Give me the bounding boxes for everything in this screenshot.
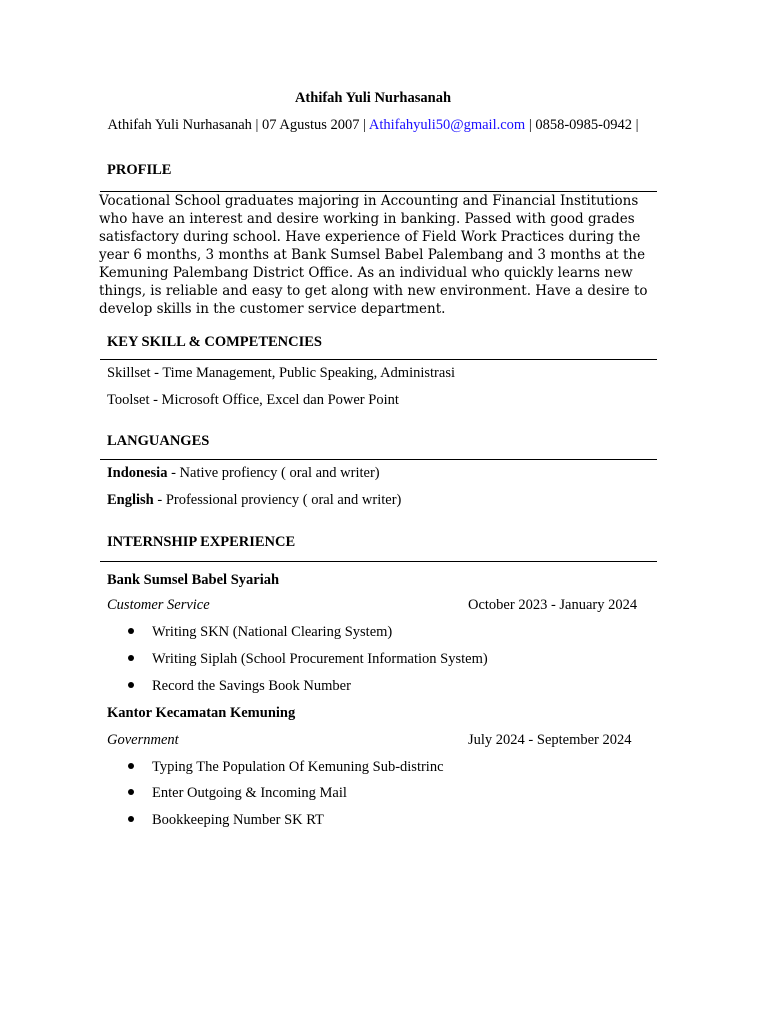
task-item: Writing Siplah (School Procurement Information System) <box>152 651 488 667</box>
contact-phone: | 0858-0985-0942 | <box>528 117 639 133</box>
task-item: Bookkeeping Number SK RT <box>152 812 324 828</box>
bullet-icon <box>128 763 134 769</box>
internship-heading: INTERNSHIP EXPERIENCE <box>107 534 296 550</box>
job-role: Government <box>107 732 179 748</box>
contact-details: Athifah Yuli Nurhasanah | 07 Agustus 2007 | <box>107 117 369 133</box>
bullet-icon <box>128 682 134 688</box>
task-item: Enter Outgoing & Incoming Mail <box>152 785 347 801</box>
resume-name: Athifah Yuli Nurhasanah <box>294 90 452 106</box>
profile-heading: PROFILE <box>107 162 172 178</box>
language-item <box>107 491 401 509</box>
bullet-icon <box>128 789 134 795</box>
job-role: Customer Service <box>107 597 210 613</box>
skills-divider <box>100 359 657 360</box>
profile-text: Vocational School graduates majoring in Accounting and Financial Institutions who have an interest and desire working in banking. Passed with good grades satisfactory during school. Have experience of Field Work Practices during the year 6 months, 3 months at Bank Sumsel Babel Palembang and 3 months at the Kemuning Palembang District Office. As an individual who quickly learns new things, is reliable and easy to get along with new environment. Have a desire to develop skills in the customer service department. <box>99 193 648 317</box>
internship-divider <box>100 561 657 562</box>
language-detail: - Professional proviency ( oral and writer) <box>153 492 402 508</box>
skills-heading: KEY SKILL & COMPETENCIES <box>107 334 322 350</box>
company-name: Kantor Kecamatan Kemuning <box>107 705 296 721</box>
job-period: July 2024 - September 2024 <box>468 732 632 748</box>
language-detail: - Native profiency ( oral and writer) <box>167 465 380 481</box>
contact-line <box>100 116 646 134</box>
bullet-icon <box>128 628 134 634</box>
job-period: October 2023 - January 2024 <box>468 597 638 613</box>
language-name: English <box>107 492 154 508</box>
bullet-icon <box>128 816 134 822</box>
languages-heading: LANGUANGES <box>107 433 210 449</box>
bullet-icon <box>128 655 134 661</box>
task-item: Writing SKN (National Clearing System) <box>152 624 393 640</box>
company-name: Bank Sumsel Babel Syariah <box>107 572 280 588</box>
skill-item-skillset: Skillset - Time Management, Public Speaking, Administrasi <box>107 365 455 381</box>
languages-divider <box>100 459 657 460</box>
language-name: Indonesia <box>107 465 168 481</box>
language-item <box>107 464 380 482</box>
task-item: Record the Savings Book Number <box>152 678 351 694</box>
task-item: Typing The Population Of Kemuning Sub-distrinc <box>152 759 444 775</box>
email-link[interactable]: Athifahyuli50@gmail.com <box>368 117 529 133</box>
skill-item-toolset: Toolset - Microsoft Office, Excel dan Power Point <box>107 392 399 408</box>
